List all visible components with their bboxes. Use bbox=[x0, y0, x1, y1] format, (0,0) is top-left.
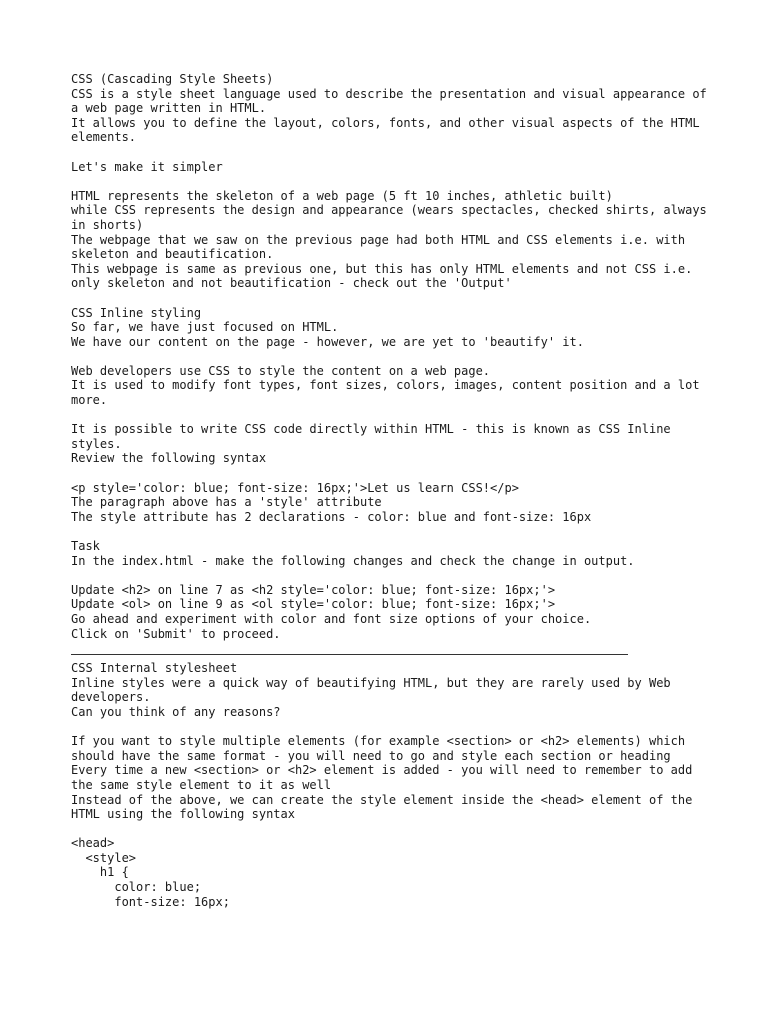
task-section bbox=[71, 539, 711, 568]
text-line: while CSS represents the design and appearance (wears spectacles, checked shirts, always in shorts) bbox=[71, 203, 714, 232]
code-line: font-size: 16px; bbox=[71, 894, 230, 909]
text-line: It is possible to write CSS code directly within HTML - this is known as CSS Inline styles. bbox=[71, 422, 678, 451]
document-page bbox=[71, 72, 714, 924]
text-line: HTML represents the skeleton of a web page (5 ft 10 inches, athletic built) bbox=[71, 188, 613, 203]
section-heading: CSS Inline styling bbox=[71, 305, 202, 320]
intro-section bbox=[71, 72, 714, 145]
inline-styles-section bbox=[71, 422, 711, 466]
text-line: Web developers use CSS to style the content on a web page. bbox=[71, 363, 491, 378]
text-line: Update <h2> on line 7 as <h2 style='color: blue; font-size: 16px;'> bbox=[71, 582, 556, 597]
internal-stylesheet-section bbox=[71, 661, 711, 719]
text-line: We have our content on the page - however, we are yet to 'beautify' it. bbox=[71, 334, 584, 349]
text-line: Every time a new <section> or <h2> element is added - you will need to remember to add the same style element to it as well bbox=[71, 763, 700, 792]
multiple-elements-section bbox=[71, 734, 711, 822]
horizontal-divider bbox=[71, 654, 628, 655]
section-heading: CSS Internal stylesheet bbox=[71, 661, 238, 676]
text-line: The style attribute has 2 declarations - color: blue and font-size: 16px bbox=[71, 509, 592, 524]
code-line: <style> bbox=[71, 850, 137, 865]
text-line: The webpage that we saw on the previous page had both HTML and CSS elements i.e. with skeleton and beautification. bbox=[71, 232, 693, 262]
text-line: Inline styles were a quick way of beautifying HTML, but they are rarely used by Web developers. bbox=[71, 675, 678, 705]
text-line: If you want to style multiple elements (for example <section> or <h2> elements) which should have the same format - you will need to go and style each section or heading bbox=[71, 734, 693, 763]
updates-section bbox=[71, 583, 711, 641]
code-line: h1 { bbox=[71, 865, 129, 880]
text-line: Click on 'Submit' to proceed. bbox=[71, 626, 281, 641]
text-line: It is used to modify font types, font sizes, colors, images, content position and a lot more. bbox=[71, 378, 707, 408]
code-line: <head> bbox=[71, 836, 115, 851]
text-line: Review the following syntax bbox=[71, 451, 267, 466]
text-line: It allows you to define the layout, colors, fonts, and other visual aspects of the HTML elements. bbox=[71, 115, 707, 145]
text-line: Instead of the above, we can create the style element inside the <head> element of the HTML using the following syntax bbox=[71, 792, 700, 822]
code-block bbox=[71, 836, 711, 909]
text-line: Go ahead and experiment with color and font size options of your choice. bbox=[71, 611, 592, 626]
section-heading: Task bbox=[71, 539, 100, 553]
text-line: Update <ol> on line 9 as <ol style='color: blue; font-size: 16px;'> bbox=[71, 597, 556, 612]
code-line: <p style='color: blue; font-size: 16px;'>Let us learn CSS!</p> bbox=[71, 480, 519, 495]
text-line: The paragraph above has a 'style' attribute bbox=[71, 495, 382, 510]
syntax-section bbox=[71, 481, 711, 525]
text-line: Can you think of any reasons? bbox=[71, 704, 281, 719]
inline-styling-section bbox=[71, 306, 711, 350]
doc-title: CSS (Cascading Style Sheets) bbox=[71, 72, 274, 86]
skeleton-section bbox=[71, 188, 714, 291]
text-line: CSS is a style sheet language used to describe the presentation and visual appearance of a web page written in HTML. bbox=[71, 86, 714, 116]
code-line: color: blue; bbox=[71, 880, 202, 895]
text-line: This webpage is same as previous one, but this has only HTML elements and not CSS i.e. only skeleton and not beautification - check out the 'Output' bbox=[71, 261, 700, 291]
simpler-section bbox=[71, 160, 711, 175]
text-line: In the index.html - make the following changes and check the change in output. bbox=[71, 553, 635, 568]
text-line: So far, we have just focused on HTML. bbox=[71, 320, 339, 335]
text-line: Let's make it simpler bbox=[71, 159, 223, 174]
web-developers-section bbox=[71, 364, 711, 408]
